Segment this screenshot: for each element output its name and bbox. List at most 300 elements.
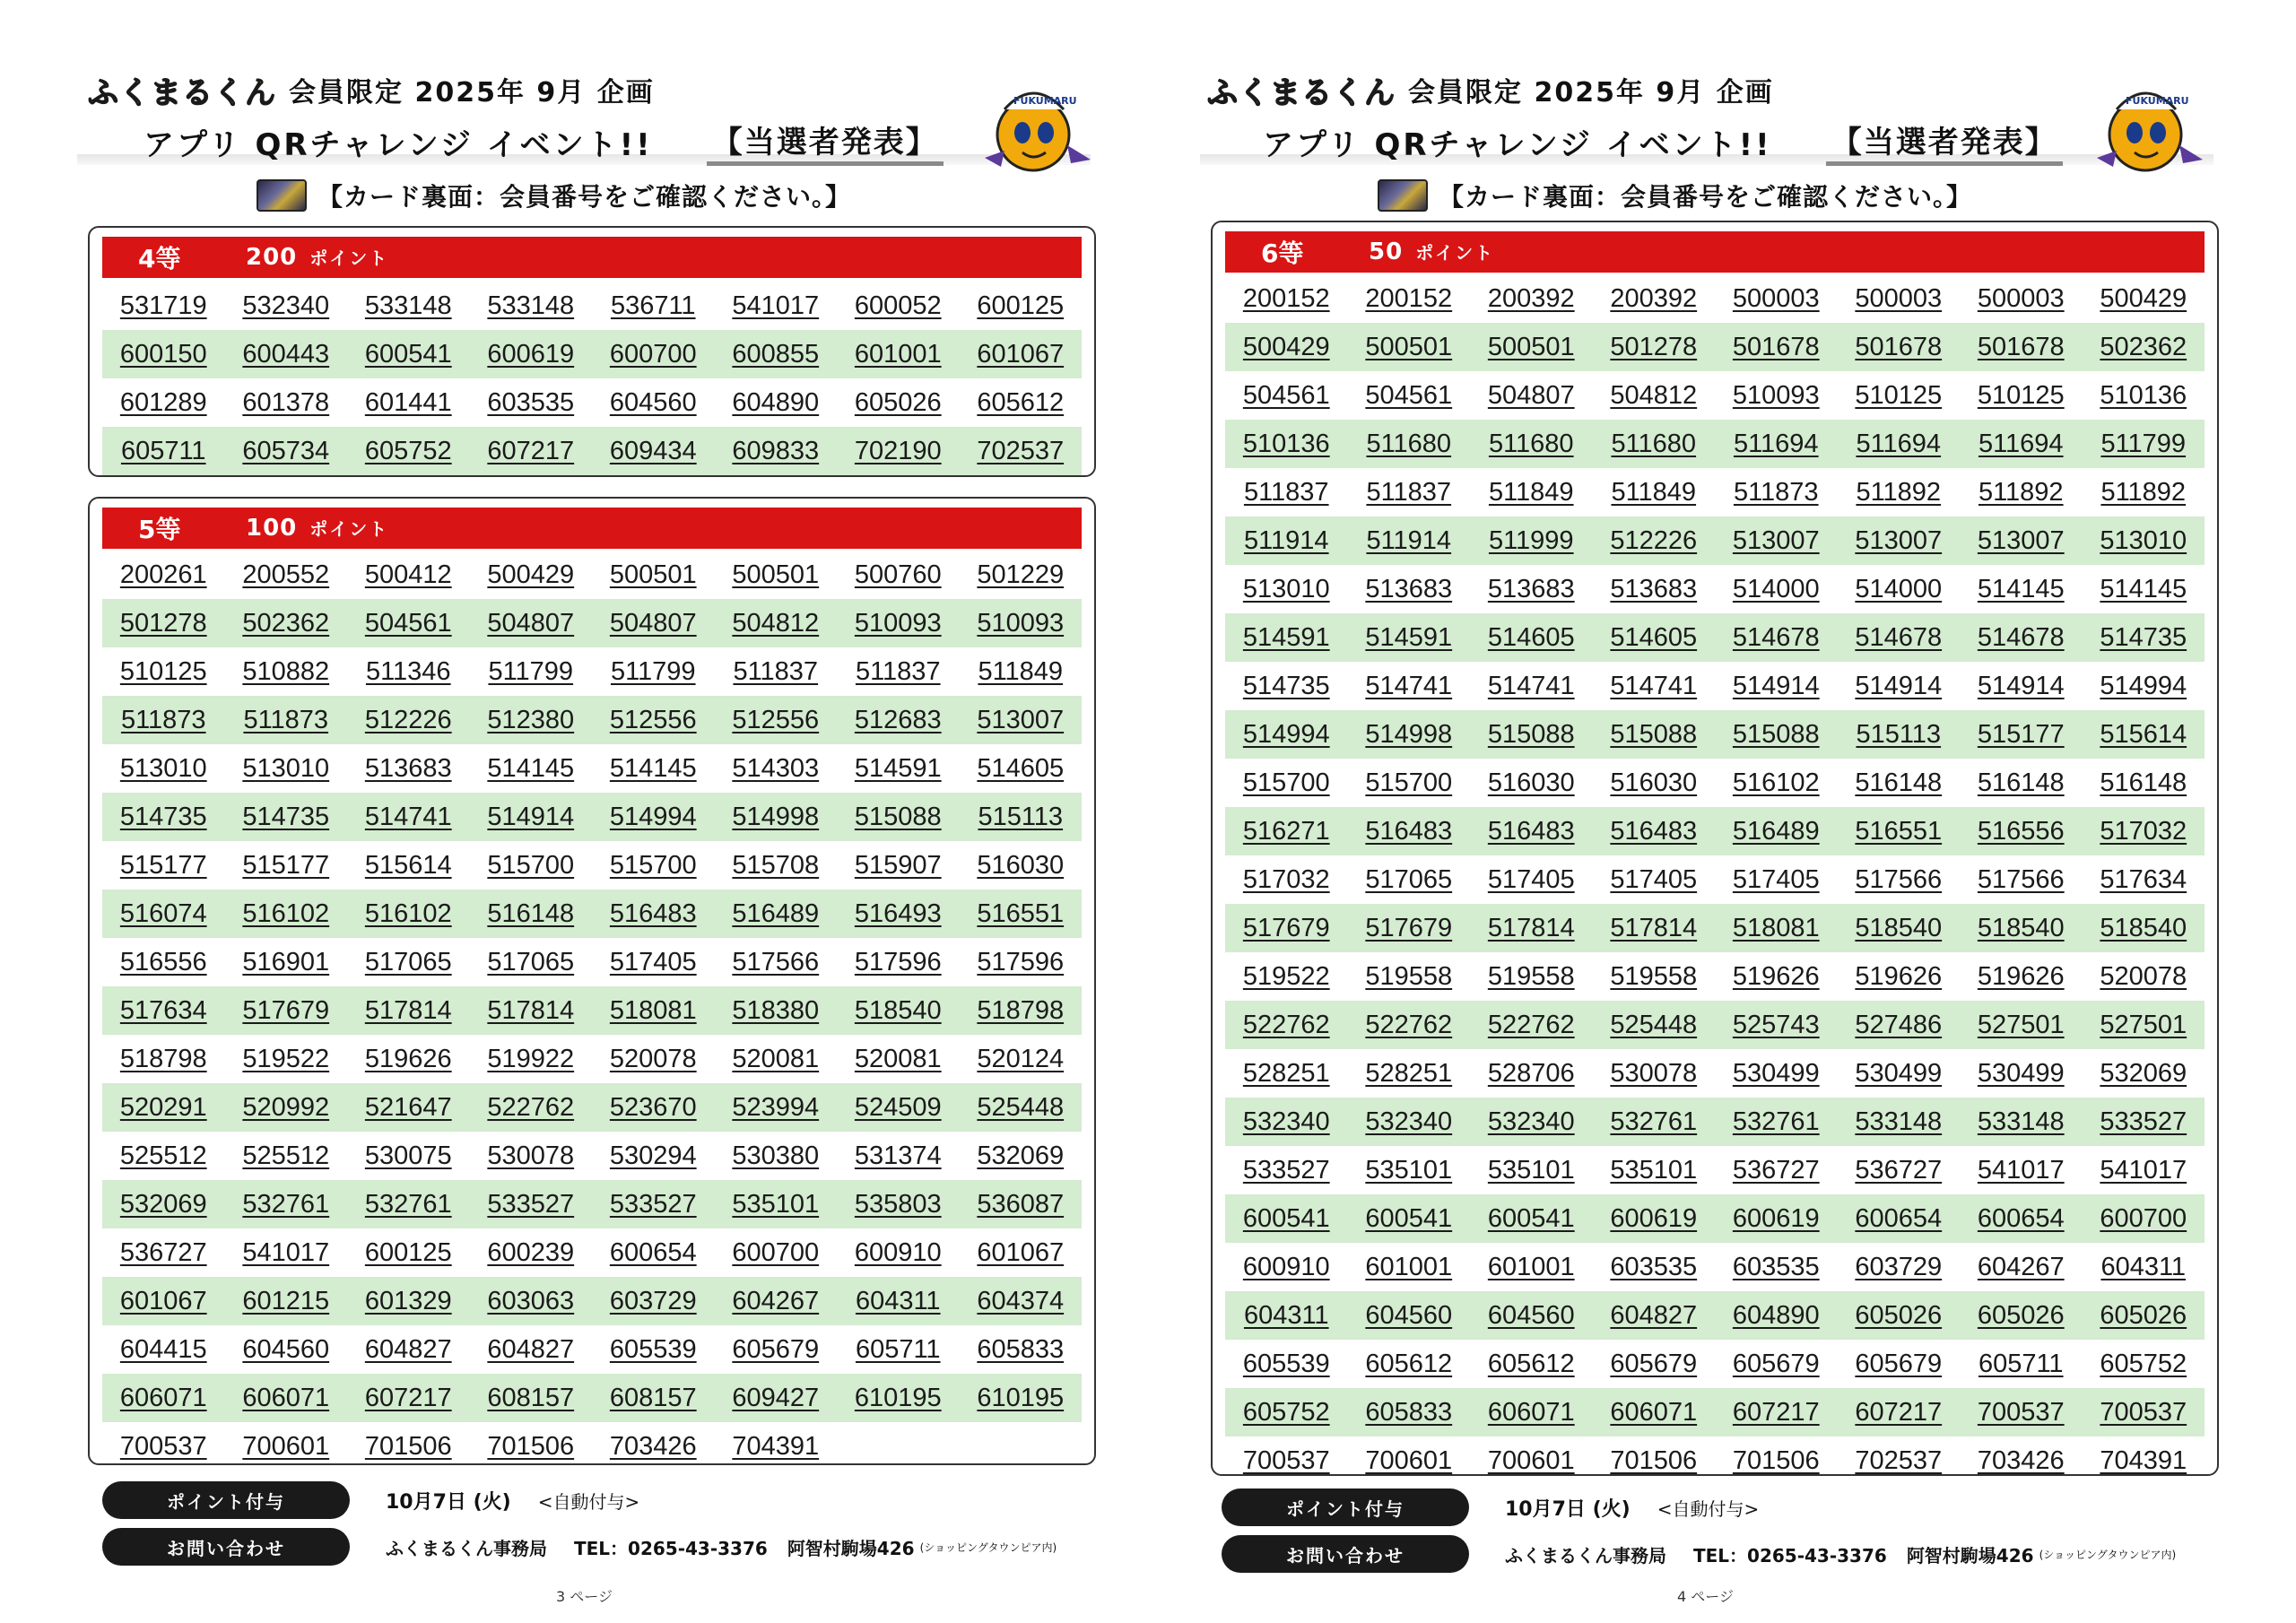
member-number: 606071 [242,1383,330,1412]
member-number: 518540 [1977,913,2065,942]
member-number: 511892 [2100,477,2187,507]
winner-row [1225,1001,2205,1049]
member-number: 604311 [855,1286,941,1315]
winner-row [102,696,1082,744]
winner-row [102,330,1082,378]
prize-box-4th [88,226,1096,477]
member-number: 519626 [364,1044,452,1073]
member-number: 511837 [733,656,819,686]
prize-rank: 6等 [1261,239,1304,268]
member-number: 530499 [1977,1058,2065,1088]
member-number: 515700 [487,850,575,880]
member-number: 605539 [1242,1349,1330,1378]
member-number: 531719 [119,291,207,320]
winner-row [102,599,1082,647]
points-grant-date: 10月7日 (火) [386,1490,511,1514]
member-number: 517814 [364,995,452,1025]
member-number: 504561 [1365,380,1453,410]
member-number: 525512 [119,1141,207,1170]
member-number: 513683 [364,753,452,783]
member-number: 514741 [1610,671,1698,700]
member-number: 600239 [487,1237,575,1267]
member-number: 604311 [2100,1252,2187,1281]
member-number: 600541 [1242,1203,1330,1233]
member-number: 500003 [1977,283,2065,313]
member-number: 600700 [2100,1203,2187,1233]
header-event-title: アプリ QRチャレンジ イベント!! [144,126,653,163]
winner-row [102,986,1082,1035]
member-number: 600541 [1487,1203,1575,1233]
member-number: 514994 [2100,671,2187,700]
member-number: 515700 [609,850,697,880]
member-number: 605711 [1978,1349,2064,1378]
member-number: 517405 [1610,864,1698,894]
member-number: 532340 [1487,1107,1575,1136]
member-number: 517032 [1242,864,1330,894]
member-number: 511914 [1366,525,1452,555]
member-number: 517405 [1487,864,1575,894]
points-grant-label: ポイント付与 [1222,1488,1469,1526]
member-number: 518380 [732,995,820,1025]
office-name: ふくまるくん事務局 [1505,1544,1666,1567]
member-number: 516556 [119,947,207,976]
member-number: 516148 [1977,768,2065,797]
winner-row [102,744,1082,793]
points-grant-auto: <自動付与> [1657,1497,1760,1520]
winner-row [102,427,1082,475]
member-number: 601001 [1365,1252,1453,1281]
member-number: 525448 [1610,1010,1698,1039]
member-number: 514591 [854,753,942,783]
member-number: 514914 [1977,671,2065,700]
member-number: 600125 [364,1237,452,1267]
member-number: 504807 [1487,380,1575,410]
member-number: 514741 [1487,671,1575,700]
member-number: 500501 [732,560,820,589]
member-number: 512226 [1610,525,1698,555]
winner-row [102,1228,1082,1277]
member-number: 502362 [2100,332,2187,361]
member-number: 516551 [977,898,1065,928]
member-number: 513010 [242,753,330,783]
member-number: 536087 [977,1189,1065,1219]
member-number: 513010 [119,753,207,783]
mascot-icon [978,74,1094,181]
member-number: 515088 [854,802,942,831]
member-number: 510125 [119,656,207,686]
member-number: 504812 [732,608,820,638]
member-number: 600910 [854,1237,942,1267]
member-number: 511346 [365,656,451,686]
member-number: 501229 [977,560,1065,589]
member-number: 603535 [1610,1252,1698,1281]
member-number: 702537 [977,436,1065,465]
member-number: 530499 [1732,1058,1820,1088]
page-4 [1148,0,2296,1623]
member-number: 510093 [977,608,1065,638]
header-winners-badge: 【当選者発表】 [707,117,944,166]
member-number: 610195 [854,1383,942,1412]
member-number: 517814 [1610,913,1698,942]
member-number: 700537 [119,1431,207,1461]
member-number: 520124 [977,1044,1065,1073]
member-number: 523994 [732,1092,820,1122]
member-number: 504561 [364,608,452,638]
member-number: 605539 [609,1334,697,1364]
member-number: 530075 [364,1141,452,1170]
member-number: 606071 [119,1383,207,1412]
member-number: 524509 [854,1092,942,1122]
member-number: 536727 [1732,1155,1820,1185]
member-number: 511694 [1978,429,2064,458]
member-number: 600619 [1610,1203,1698,1233]
member-number: 605026 [1977,1300,2065,1330]
member-number: 601441 [364,387,452,417]
member-number: 504561 [1242,380,1330,410]
member-number: 530380 [732,1141,820,1170]
member-number: 604890 [732,387,820,417]
member-number: 501678 [1855,332,1943,361]
member-number: 517065 [487,947,575,976]
member-number: 511849 [978,656,1064,686]
member-number: 607217 [364,1383,452,1412]
member-number: 514605 [1487,622,1575,652]
member-number: 700601 [242,1431,330,1461]
mascot-icon [2090,74,2206,181]
member-number: 605679 [1855,1349,1943,1378]
winner-row [1225,904,2205,952]
member-number: 519558 [1487,961,1575,991]
member-number: 518081 [1732,913,1820,942]
member-number: 515700 [1242,768,1330,797]
office-address: 阿智村駒場426 [1906,1544,2034,1567]
member-number: 514914 [1855,671,1943,700]
member-number: 606071 [1610,1397,1698,1427]
member-number: 513007 [1977,525,2065,555]
member-number: 603535 [487,387,575,417]
member-number: 522762 [1365,1010,1453,1039]
member-number: 701506 [1732,1445,1820,1475]
member-number: 519922 [487,1044,575,1073]
member-number: 525512 [242,1141,330,1170]
member-number: 535803 [854,1189,942,1219]
member-number: 533527 [487,1189,575,1219]
header-line2 [144,118,944,165]
member-number: 516030 [977,850,1065,880]
member-number: 517814 [1487,913,1575,942]
member-number: 515088 [1732,719,1820,749]
member-number: 605752 [2100,1349,2187,1378]
office-tel: TEL：0265-43-3376 [1693,1544,1887,1567]
member-number: 605752 [1242,1397,1330,1427]
member-number: 525743 [1732,1010,1820,1039]
header-campaign: 会員限定 2025年 9月 企画 [1408,77,1774,108]
member-number: 519626 [1977,961,2065,991]
member-number: 511837 [1243,477,1329,507]
member-number: 517596 [854,947,942,976]
member-number: 600700 [609,339,697,369]
member-number: 514735 [242,802,330,831]
member-number: 607217 [1732,1397,1820,1427]
member-number: 607217 [1855,1397,1943,1427]
winner-row [102,890,1082,938]
member-number: 514145 [487,753,575,783]
contact-label: お問い合わせ [1222,1535,1469,1573]
member-number: 501278 [1610,332,1698,361]
member-number: 511694 [1856,429,1942,458]
member-number: 516483 [1610,816,1698,846]
member-number: 702537 [1855,1445,1943,1475]
member-number: 511680 [1611,429,1697,458]
member-number: 541017 [1977,1155,2065,1185]
member-number: 504807 [609,608,697,638]
member-number: 601067 [977,339,1065,369]
header-winners-badge: 【当選者発表】 [1826,117,2063,166]
prize-title-bar [102,237,1082,278]
member-number: 514303 [732,753,820,783]
member-number: 609833 [732,436,820,465]
member-card-icon [257,179,307,212]
winner-row [1225,468,2205,516]
member-number: 600541 [364,339,452,369]
member-number: 527501 [1977,1010,2065,1039]
member-number: 512556 [732,705,820,734]
member-number: 510093 [1732,380,1820,410]
winner-row [1225,565,2205,613]
member-number: 511914 [1243,525,1329,555]
member-number: 605679 [732,1334,820,1364]
winner-row [102,1277,1082,1325]
member-number: 520992 [242,1092,330,1122]
member-number: 504807 [487,608,575,638]
card-note-text: 【カード裏面：会員番号をご確認ください。】 [317,182,852,212]
member-number: 610195 [977,1383,1065,1412]
member-number: 520291 [119,1092,207,1122]
winner-row [1225,710,2205,759]
member-number: 532761 [364,1189,452,1219]
member-number: 519522 [1242,961,1330,991]
winner-row [1225,855,2205,904]
member-number: 600654 [609,1237,697,1267]
winner-row [102,938,1082,986]
member-number: 511799 [488,656,574,686]
office-tel: TEL：0265-43-3376 [574,1537,768,1559]
member-number: 605026 [1855,1300,1943,1330]
member-number: 535101 [1610,1155,1698,1185]
member-number: 520081 [854,1044,942,1073]
member-number: 515177 [1977,719,2065,749]
footer-points-row [102,1481,639,1519]
member-number: 605679 [1610,1349,1698,1378]
member-number: 535101 [732,1189,820,1219]
member-number: 514591 [1365,622,1453,652]
member-number: 601329 [364,1286,452,1315]
member-number: 608157 [609,1383,697,1412]
office-name: ふくまるくん事務局 [386,1537,547,1559]
member-number: 513683 [1610,574,1698,603]
member-number: 514145 [1977,574,2065,603]
member-number: 600855 [732,339,820,369]
prize-box-6th [1211,221,2219,1476]
member-number: 603729 [609,1286,697,1315]
member-number: 604560 [609,387,697,417]
member-number: 513007 [977,705,1065,734]
member-number: 517405 [609,947,697,976]
member-number: 500412 [364,560,452,589]
member-number: 535101 [1487,1155,1575,1185]
winner-row [1225,323,2205,371]
member-number: 516148 [1855,768,1943,797]
member-number: 517679 [1365,913,1453,942]
svg-text:FUKUMARU: FUKUMARU [2126,95,2189,107]
member-number: 517679 [1242,913,1330,942]
member-number: 516483 [1487,816,1575,846]
member-number: 500429 [487,560,575,589]
winner-row [1225,1098,2205,1146]
member-number: 703426 [609,1431,697,1461]
member-number: 530294 [609,1141,697,1170]
winner-row [1225,807,2205,855]
member-number: 511799 [610,656,696,686]
member-number: 500501 [1365,332,1453,361]
member-number: 528706 [1487,1058,1575,1088]
member-number: 516493 [854,898,942,928]
member-number: 541017 [732,291,820,320]
office-address: 阿智村駒場426 [787,1537,915,1559]
member-number: 510093 [854,608,942,638]
member-number: 516556 [1977,816,2065,846]
member-number: 600125 [977,291,1065,320]
winner-row [1225,759,2205,807]
member-number: 604560 [1365,1300,1453,1330]
member-number: 516102 [364,898,452,928]
member-number: 501678 [1977,332,2065,361]
office-address-note: (ショッピングタウンピア内) [2039,1548,2177,1561]
member-number: 510882 [242,656,330,686]
member-number: 533148 [1855,1107,1943,1136]
member-number: 514591 [1242,622,1330,652]
member-number: 600443 [242,339,330,369]
member-number: 500501 [1487,332,1575,361]
member-number: 600541 [1365,1203,1453,1233]
member-number: 600052 [854,291,942,320]
member-number: 511680 [1488,429,1574,458]
header-line1 [88,65,655,115]
member-number: 510125 [1855,380,1943,410]
member-number: 514998 [732,802,820,831]
member-number: 605612 [1365,1349,1453,1378]
member-number: 516271 [1242,816,1330,846]
member-number: 523670 [609,1092,697,1122]
prize-title-bar [1225,231,2205,273]
member-number: 511892 [1856,477,1942,507]
card-note [1378,176,1972,215]
points-grant-auto: <自動付与> [537,1490,640,1513]
member-number: 517065 [364,947,452,976]
member-number: 515088 [1487,719,1575,749]
member-number: 510125 [1977,380,2065,410]
header-event-title: アプリ QRチャレンジ イベント!! [1263,126,1772,163]
member-number: 604890 [1732,1300,1820,1330]
member-number: 607217 [487,436,575,465]
member-number: 500003 [1855,283,1943,313]
member-number: 517634 [2100,864,2187,894]
member-number: 515708 [732,850,820,880]
member-number: 533148 [1977,1107,2065,1136]
member-number: 511999 [1488,525,1574,555]
member-number: 520081 [732,1044,820,1073]
winner-row [102,1422,1082,1471]
member-number: 530078 [1610,1058,1698,1088]
member-number: 517566 [1855,864,1943,894]
member-number: 500003 [1732,283,1820,313]
member-number: 532340 [1242,1107,1330,1136]
member-number: 514735 [119,802,207,831]
member-number: 520078 [609,1044,697,1073]
member-number: 603063 [487,1286,575,1315]
member-number: 511873 [1733,477,1819,507]
member-card-icon [1378,179,1428,212]
member-number: 511873 [243,705,329,734]
member-number: 530499 [1855,1058,1943,1088]
member-number: 525448 [977,1092,1065,1122]
member-number: 604827 [364,1334,452,1364]
member-number: 517596 [977,947,1065,976]
member-number: 605833 [1365,1397,1453,1427]
prize-rank: 5等 [138,515,181,544]
member-number: 532761 [1610,1107,1698,1136]
member-number: 515177 [242,850,330,880]
winner-row [102,1035,1082,1083]
member-number: 500429 [1242,332,1330,361]
member-number: 532340 [1365,1107,1453,1136]
member-number: 606071 [1487,1397,1575,1427]
member-number: 541017 [2100,1155,2187,1185]
member-number: 518798 [977,995,1065,1025]
member-number: 511837 [1366,477,1452,507]
member-number: 527486 [1855,1010,1943,1039]
member-number: 519558 [1610,961,1698,991]
member-number: 605752 [364,436,452,465]
header-campaign: 会員限定 2025年 9月 企画 [289,77,655,108]
member-number: 605026 [2100,1300,2187,1330]
member-number: 518081 [609,995,697,1025]
prize-points: 200 ポイント [246,244,389,271]
member-number: 604560 [1487,1300,1575,1330]
member-number: 600654 [1977,1203,2065,1233]
member-number: 512380 [487,705,575,734]
member-number: 608157 [487,1383,575,1412]
member-number: 601001 [1487,1252,1575,1281]
member-number: 601067 [977,1237,1065,1267]
member-number: 536727 [119,1237,207,1267]
member-number: 200261 [119,560,207,589]
member-number: 516483 [1365,816,1453,846]
member-number: 516489 [1732,816,1820,846]
member-number: 515614 [2100,719,2187,749]
member-number: 512226 [364,705,452,734]
winner-row [102,378,1082,427]
member-number: 514678 [1977,622,2065,652]
member-number: 514000 [1855,574,1943,603]
member-number: 605734 [242,436,330,465]
member-number: 522762 [487,1092,575,1122]
winner-row [1225,516,2205,565]
member-number: 518540 [1855,913,1943,942]
prize-rank: 4等 [138,244,181,273]
brand-logo: ふくまるくん [1207,74,1396,111]
member-number: 603729 [1855,1252,1943,1281]
